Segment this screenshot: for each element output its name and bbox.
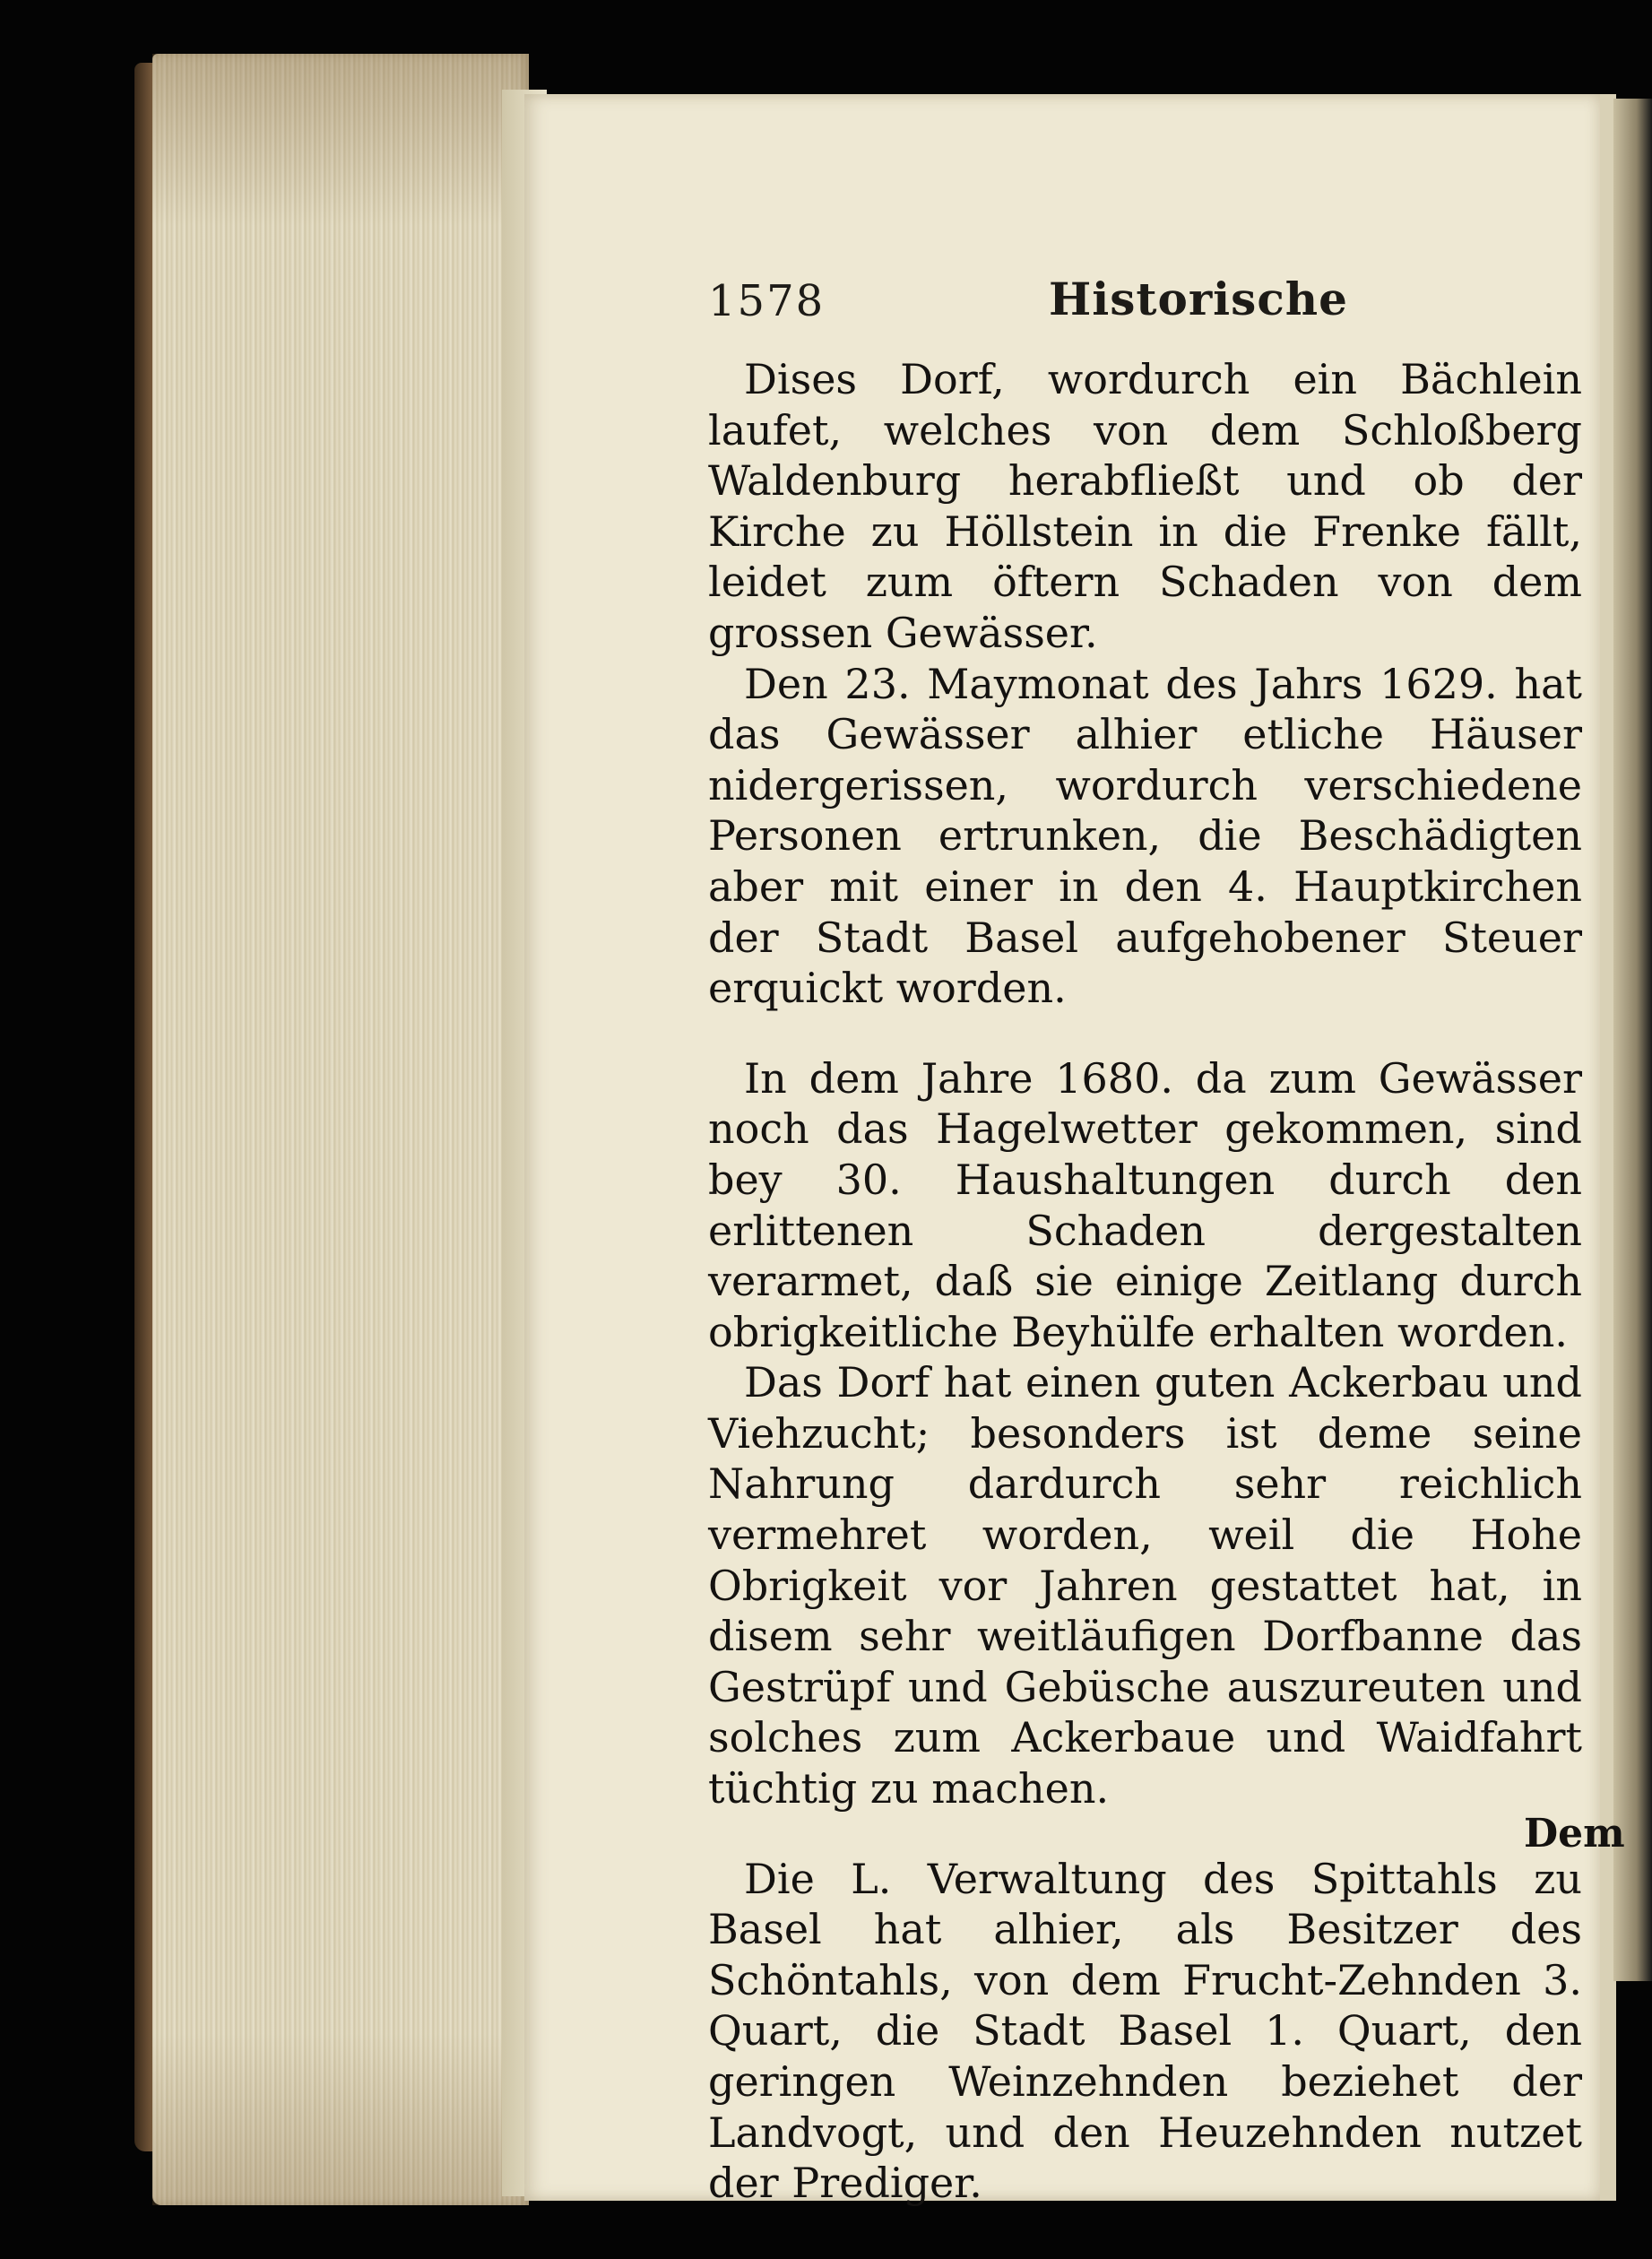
page-edges-stack xyxy=(152,54,529,2205)
paragraph: Die L. Verwaltung des Spittahls zu Basel hat alhier, als Besitzer des Schöntahls, von dem Frucht-Zehnden 3. Quart, die Stadt Basel 1. Quart, den geringen Weinzehnden beziehet der Landvogt, und den Heuzehnden nutzet der Prediger. xyxy=(708,1854,1582,2208)
facing-page-edge xyxy=(1613,99,1652,1981)
running-head: Historische xyxy=(1049,273,1348,325)
paragraph: Das Dorf hat einen guten Ackerbau und Viehzucht; besonders ist deme seine Nahrung dardurch sehr reichlich vermehret worden, weil die Hohe Obrigkeit vor Jahren gestattet hat, in disem sehr weitläufigen Dorfbanne das Gestrüpf und Gebüsche auszureuten und solches zum Ackerbaue und Waidfahrt tüchtig zu machen. xyxy=(708,1358,1582,1813)
page-header xyxy=(708,273,1587,339)
paragraph: In dem Jahre 1680. da zum Gewässer noch das Hagelwetter gekommen, sind bey 30. Haushaltungen durch den erlittenen Schaden dergestalten verarmet, daß sie einige Zeitlang durch obrigkeitliche Beyhülfe erhalten worden. xyxy=(708,1053,1582,1356)
text-block xyxy=(708,354,1582,2209)
paragraph: Den 23. Maymonat des Jahrs 1629. hat das Gewässer alhier etliche Häuser nidergerissen, wordurch verschiedene Personen ertrunken, die Beschädigten aber mit einer in den 4. Hauptkirchen der Stadt Basel aufgehobener Steuer erquickt worden. xyxy=(708,659,1582,1013)
page-number: 1578 xyxy=(708,276,826,326)
paragraph: Dises Dorf, wordurch ein Bächlein laufet, welches von dem Schloßberg Waldenburg herabfließt und ob der Kirche zu Höllstein in die Frenke fällt, leidet zum öftern Schaden von dem grossen Gewässer. xyxy=(708,355,1582,657)
catchword: Dem xyxy=(1524,1811,1625,1857)
